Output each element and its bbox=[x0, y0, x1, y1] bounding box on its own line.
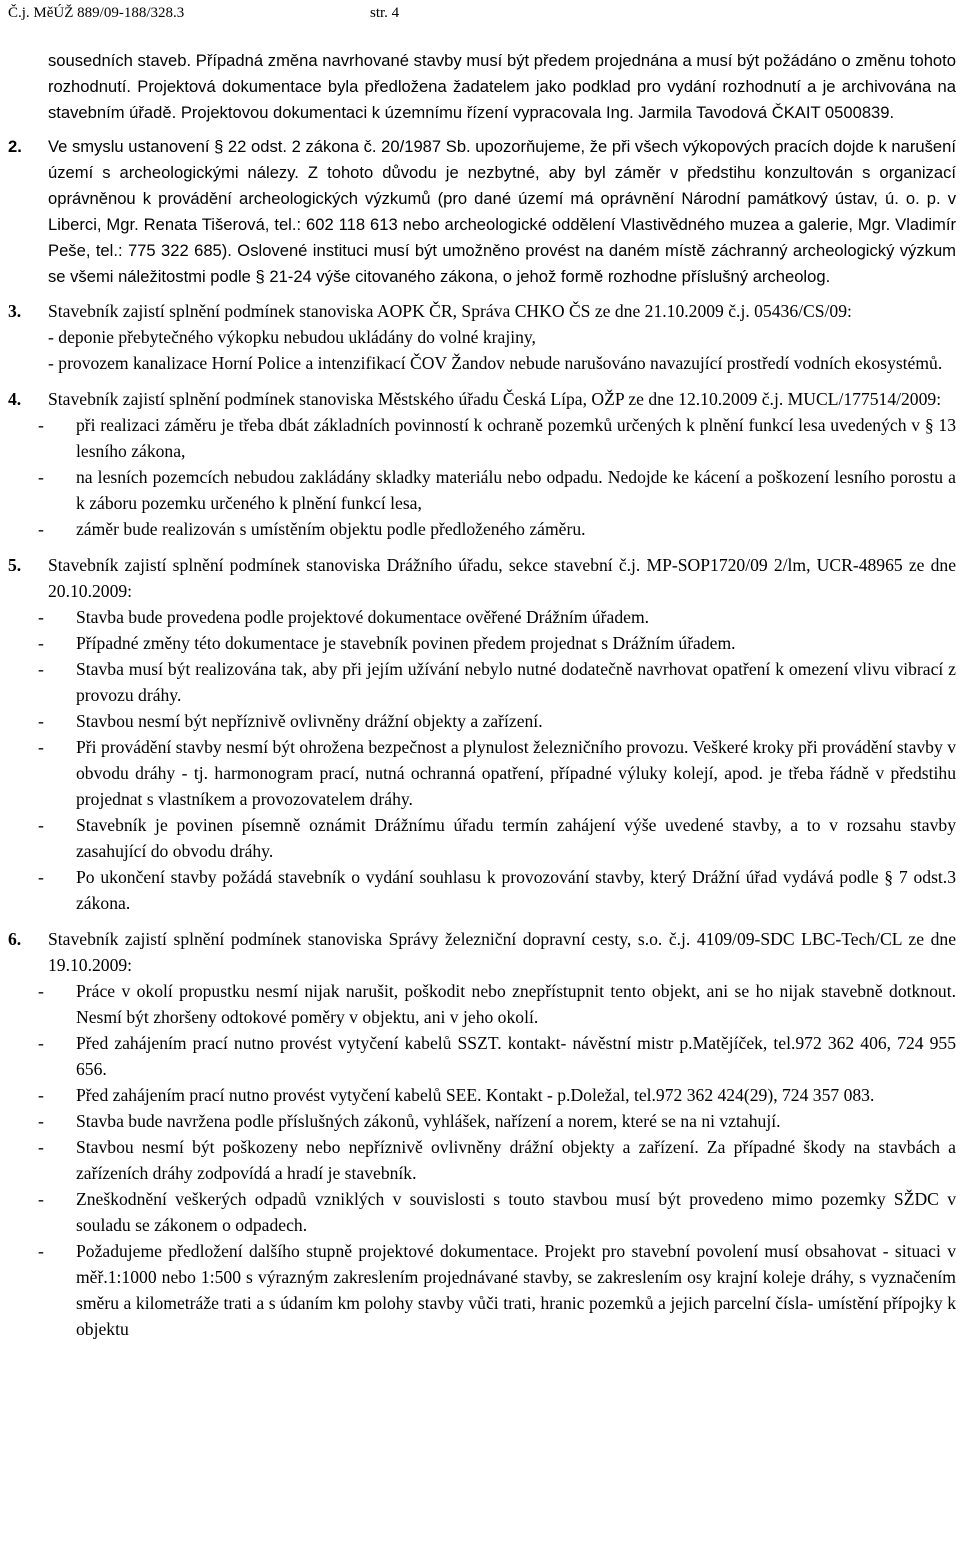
page-header bbox=[8, 0, 608, 26]
list-item: - Stavbou nesmí být poškozeny nebo nepříznivě ovlivněny drážní objekty a zařízení. Za případné škody na stavbách a zařízeních dráhy zodpovídá a hradí je stavebník. bbox=[38, 1137, 956, 1183]
list-item: - na lesních pozemcích nebudou zakládány skladky materiálu nebo odpadu. Nedojde ke kácení a poškození lesního porostu a k záboru pozemku určeného k plnění funkcí lesa, bbox=[38, 467, 956, 513]
list-item: - Po ukončení stavby požádá stavebník o vydání souhlasu k provozování stavby, který Drážní úřad vydává podle § 7 odst.3 zákona. bbox=[38, 867, 956, 913]
list-item: - Případné změny této dokumentace je stavebník povinen předem projednat s Drážním úřadem. bbox=[38, 633, 736, 653]
list-item: - Před zahájením prací nutno provést vytyčení kabelů SEE. Kontakt - p.Doležal, tel.972 362 424(29), 724 357 083. bbox=[38, 1085, 875, 1105]
intro-paragraph: sousedních staveb. Případná změna navrhované stavby musí být předem projednána a musí být požádáno o změnu tohoto rozhodnutí. Projektová dokumentace byla předložena žadatelem jako podklad pro vydání rozhodnutí a je archivována na stavebním úřadě. Projektovou dokumentaci k územnímu řízení vypracovala Ing. Jarmila Tavodová ČKAIT 0500839. bbox=[48, 51, 956, 122]
list-item: - Stavebník je povinen písemně oznámit Drážnímu úřadu termín zahájení výše uvedené stavby, a to v rozsahu stavby zasahující do obvodu dráhy. bbox=[38, 815, 956, 861]
list-item: - Stavbou nesmí být nepříznivě ovlivněny drážní objekty a zařízení. bbox=[38, 711, 543, 731]
item-number: 6. bbox=[8, 929, 22, 949]
bullet-list bbox=[48, 324, 956, 376]
condition-item-3 bbox=[0, 298, 960, 376]
bullet-list bbox=[38, 412, 956, 542]
bullet-list bbox=[38, 978, 956, 1342]
document-reference: Č.j. MěÚŽ 889/09-188/328.3 bbox=[8, 5, 185, 21]
item-text: Stavebník zajistí splnění podmínek stanoviska AOPK ČR, Správa CHKO ČS ze dne 21.10.2009 č.j. 05436/CS/09: bbox=[48, 301, 852, 321]
list-item: - Před zahájením prací nutno provést vytyčení kabelů SSZT. kontakt- návěstní mistr p.Matějíček, tel.972 362 406, 724 955 656. bbox=[38, 1033, 956, 1079]
page-number: str. 4 bbox=[370, 5, 400, 21]
item-number: 4. bbox=[8, 389, 22, 409]
list-item: - deponie přebytečného výkopku nebudou ukládány do volné krajiny, bbox=[48, 327, 536, 347]
document-body bbox=[0, 48, 960, 1342]
list-item: - Stavba bude provedena podle projektové dokumentace ověřené Drážním úřadem. bbox=[38, 607, 650, 627]
condition-item-2 bbox=[0, 134, 960, 290]
item-text: Stavebník zajistí splnění podmínek stanoviska Správy železniční dopravní cesty, s.o. č.j. 4109/09-SDC LBC-Tech/CL ze dne 19.10.2009: bbox=[48, 929, 956, 975]
list-item: - provozem kanalizace Horní Police a intenzifikací ČOV Žandov nebude narušováno navazující prostředí vodních ekosystémů. bbox=[48, 353, 943, 373]
list-item: - Požadujeme předložení dalšího stupně projektové dokumentace. Projekt pro stavební povolení musí obsahovat - situaci v měř.1:1000 nebo 1:500 s výrazným zakreslením projednávané stavby, se zakreslením osy krajní koleje dráhy, s vyznačením směru a kilometráže trati a s údaním km polohy stavby vůči trati, hranic pozemků a jejich parcelní čísla- umístění přípojky k objektu bbox=[38, 1241, 956, 1339]
list-item: - Při provádění stavby nesmí být ohrožena bezpečnost a plynulost železničního provozu. Veškeré kroky při provádění stavby v obvodu dráhy - tj. harmonogram prací, nutná ochranná opatření, případné výluky kolejí, apod. je třeba řádně v předstihu projednat s vlastníkem a provozovatelem dráhy. bbox=[38, 737, 956, 809]
condition-item-5 bbox=[0, 552, 960, 916]
condition-item-4 bbox=[0, 386, 960, 542]
list-item: - Práce v okolí propustku nesmí nijak narušit, poškodit nebo znepřístupnit tento objekt, ani se ho nijak stavebně dotknout. Nesmí být zhoršeny odtokové poměry v objektu, ani v jeho okolí. bbox=[38, 981, 956, 1027]
list-item: - Zneškodnění veškerých odpadů vzniklých v souvislosti s touto stavbou musí být provedeno mimo pozemky SŽDC v souladu se zákonem o odpadech. bbox=[38, 1189, 956, 1235]
list-item: - záměr bude realizován s umístěním objektu podle předloženého záměru. bbox=[38, 519, 586, 539]
item-text: Ve smyslu ustanovení § 22 odst. 2 zákona č. 20/1987 Sb. upozorňujeme, že při všech výkopových pracích dojde k narušení území s archeologickými nálezy. Z tohoto důvodu je nezbytné, aby byl záměr v předstihu konzultován s organizací oprávněnou k provádění archeologických výzkumů (pro dané území má oprávnění Národní památkový ústav, ú. o. p. v Liberci, Mgr. Renata Tišerová, tel.: 602 118 613 nebo archeologické oddělení Vlastivědného muzea a galerie, Mgr. Vladimír Peše, tel.: 775 322 685). Oslovené instituci musí být umožněno provést na daném místě záchranný archeologický výzkum se všemi náležitostmi podle § 21-24 výše citovaného zákona, o jehož formě rozhodne příslušný archeolog. bbox=[48, 137, 956, 286]
list-item: - Stavba bude navržena podle příslušných zákonů, vyhlášek, nařízení a norem, které se na ni vztahují. bbox=[38, 1111, 781, 1131]
item-text: Stavebník zajistí splnění podmínek stanoviska Drážního úřadu, sekce stavební č.j. MP-SOP1720/09 2/lm, UCR-48965 ze dne 20.10.2009: bbox=[48, 555, 956, 601]
item-number: 2. bbox=[8, 137, 22, 156]
condition-item-6 bbox=[0, 926, 960, 1342]
item-number: 5. bbox=[8, 555, 22, 575]
bullet-list bbox=[38, 604, 956, 916]
list-item: - při realizaci záměru je třeba dbát základních povinností k ochraně pozemků určených k plnění funkcí lesa uvedených v § 13 lesního zákona, bbox=[38, 415, 956, 461]
item-number: 3. bbox=[8, 301, 22, 321]
item-text: Stavebník zajistí splnění podmínek stanoviska Městského úřadu Česká Lípa, OŽP ze dne 12.10.2009 č.j. MUCL/177514/2009: bbox=[48, 389, 942, 409]
list-item: - Stavba musí být realizována tak, aby při jejím užívání nebylo nutné dodatečně navrhovat opatření k omezení vlivu vibrací z provozu dráhy. bbox=[38, 659, 956, 705]
